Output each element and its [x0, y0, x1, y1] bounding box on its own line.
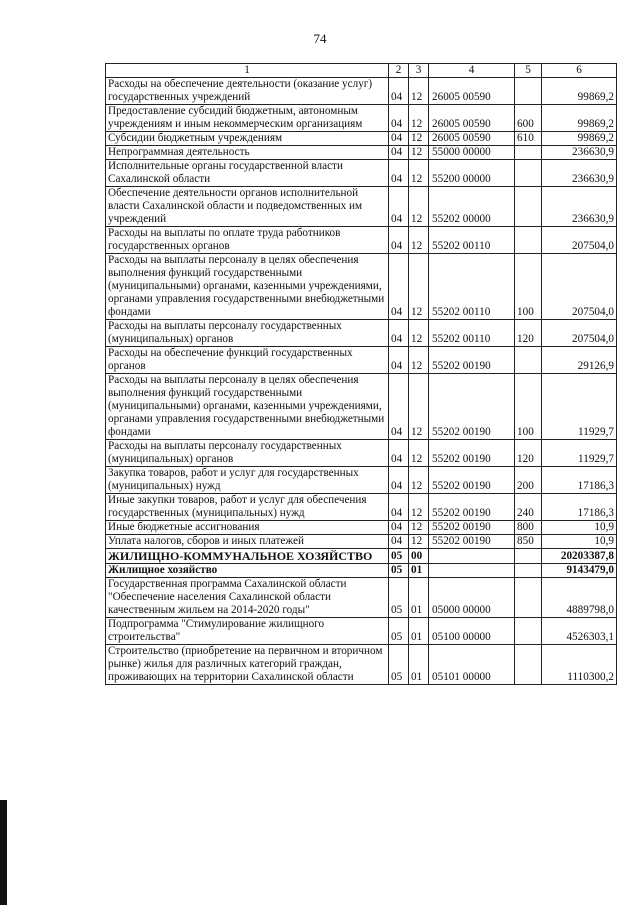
- row-amount: 20203387,8: [542, 549, 617, 564]
- table-row: [106, 105, 617, 132]
- row-target-code: 55202 00110: [429, 254, 515, 320]
- row-amount: 4889798,0: [542, 578, 617, 618]
- row-subsection: 12: [409, 347, 429, 374]
- row-name: Расходы на выплаты персоналу в целях обеспечения выполнения функций государственными (муниципальными) органами, казенными учреждениями, органами управления государственными внебюджетными фондами: [106, 254, 389, 320]
- row-expense-type: [515, 645, 542, 685]
- table-row: [106, 254, 617, 320]
- row-target-code: 55202 00190: [429, 347, 515, 374]
- table-row: [106, 132, 617, 146]
- row-expense-type: [515, 78, 542, 105]
- row-expense-type: 850: [515, 535, 542, 549]
- table-row: [106, 494, 617, 521]
- table-row: [106, 78, 617, 105]
- row-subsection: 12: [409, 320, 429, 347]
- row-name: Обеспечение деятельности органов исполнительной власти Сахалинской области и подведомственных им учреждений: [106, 187, 389, 227]
- row-amount: 207504,0: [542, 227, 617, 254]
- row-amount: 236630,9: [542, 146, 617, 160]
- table-row: [106, 347, 617, 374]
- row-name: Иные закупки товаров, работ и услуг для обеспечения государственных (муниципальных) нужд: [106, 494, 389, 521]
- row-section: 04: [389, 146, 409, 160]
- row-subsection: 12: [409, 227, 429, 254]
- row-section: 05: [389, 645, 409, 685]
- row-name: Уплата налогов, сборов и иных платежей: [106, 535, 389, 549]
- row-name: Расходы на обеспечение функций государственных органов: [106, 347, 389, 374]
- row-name: Предоставление субсидий бюджетным, автономным учреждениям и иным некоммерческим организациям: [106, 105, 389, 132]
- row-target-code: 05000 00000: [429, 578, 515, 618]
- row-subsection: 01: [409, 578, 429, 618]
- row-subsection: 12: [409, 160, 429, 187]
- row-amount: 11929,7: [542, 440, 617, 467]
- table-row: [106, 187, 617, 227]
- header-cell: 4: [429, 64, 515, 78]
- row-target-code: [429, 564, 515, 578]
- page-number: 74: [313, 31, 327, 46]
- row-expense-type: [515, 347, 542, 374]
- row-section: 04: [389, 494, 409, 521]
- row-target-code: 55000 00000: [429, 146, 515, 160]
- table-row: [106, 440, 617, 467]
- row-section: 04: [389, 105, 409, 132]
- row-amount: 17186,3: [542, 494, 617, 521]
- row-target-code: 05101 00000: [429, 645, 515, 685]
- row-amount: 10,9: [542, 535, 617, 549]
- row-subsection: 01: [409, 564, 429, 578]
- row-target-code: 55202 00190: [429, 440, 515, 467]
- row-section: 04: [389, 535, 409, 549]
- row-name: Субсидии бюджетным учреждениям: [106, 132, 389, 146]
- row-target-code: 26005 00590: [429, 105, 515, 132]
- row-target-code: 55202 00000: [429, 187, 515, 227]
- header-cell: 5: [515, 64, 542, 78]
- table-row: [106, 618, 617, 645]
- row-expense-type: [515, 160, 542, 187]
- row-expense-type: 120: [515, 440, 542, 467]
- row-name: Иные бюджетные ассигнования: [106, 521, 389, 535]
- table-row: [106, 578, 617, 618]
- row-subsection: 12: [409, 521, 429, 535]
- row-expense-type: [515, 618, 542, 645]
- row-section: 04: [389, 132, 409, 146]
- header-cell: 3: [409, 64, 429, 78]
- row-section: 04: [389, 440, 409, 467]
- table-row: [106, 320, 617, 347]
- row-expense-type: [515, 549, 542, 564]
- row-subsection: 12: [409, 374, 429, 440]
- row-target-code: 55202 00110: [429, 320, 515, 347]
- table-row: [106, 146, 617, 160]
- row-expense-type: [515, 578, 542, 618]
- row-section: 05: [389, 618, 409, 645]
- row-name: Строительство (приобретение на первичном и вторичном рынке) жилья для различных категорий граждан, проживающих на территории Сахалинской области: [106, 645, 389, 685]
- table-row: [106, 374, 617, 440]
- row-target-code: 55202 00190: [429, 521, 515, 535]
- row-subsection: 12: [409, 494, 429, 521]
- row-section: 05: [389, 564, 409, 578]
- row-name: Расходы на выплаты персоналу государственных (муниципальных) органов: [106, 440, 389, 467]
- row-amount: 99869,2: [542, 105, 617, 132]
- row-section: 05: [389, 549, 409, 564]
- row-expense-type: 100: [515, 374, 542, 440]
- row-subsection: 12: [409, 105, 429, 132]
- row-target-code: 26005 00590: [429, 78, 515, 105]
- row-expense-type: 240: [515, 494, 542, 521]
- row-amount: 29126,9: [542, 347, 617, 374]
- row-name: Жилищное хозяйство: [106, 564, 389, 578]
- row-target-code: 55202 00190: [429, 467, 515, 494]
- row-amount: 236630,9: [542, 160, 617, 187]
- table-header-row: [106, 64, 617, 78]
- row-expense-type: 100: [515, 254, 542, 320]
- header-cell: 6: [542, 64, 617, 78]
- row-expense-type: [515, 187, 542, 227]
- row-target-code: 55202 00190: [429, 535, 515, 549]
- row-expense-type: [515, 564, 542, 578]
- table-row: [106, 467, 617, 494]
- row-subsection: 12: [409, 78, 429, 105]
- header-cell: 2: [389, 64, 409, 78]
- row-expense-type: [515, 146, 542, 160]
- row-name: ЖИЛИЩНО-КОММУНАЛЬНОЕ ХОЗЯЙСТВО: [106, 549, 389, 564]
- row-section: 04: [389, 374, 409, 440]
- row-target-code: 55200 00000: [429, 160, 515, 187]
- row-name: Государственная программа Сахалинской области "Обеспечение населения Сахалинской области качественным жильем на 2014-2020 годы": [106, 578, 389, 618]
- row-amount: 9143479,0: [542, 564, 617, 578]
- row-subsection: 12: [409, 132, 429, 146]
- row-subsection: 12: [409, 467, 429, 494]
- table-row: [106, 564, 617, 578]
- row-target-code: 05100 00000: [429, 618, 515, 645]
- row-expense-type: 120: [515, 320, 542, 347]
- table-row: [106, 160, 617, 187]
- table-row: [106, 549, 617, 564]
- row-amount: 207504,0: [542, 254, 617, 320]
- row-name: Подпрограмма "Стимулирование жилищного строительства": [106, 618, 389, 645]
- row-target-code: 26005 00590: [429, 132, 515, 146]
- row-name: Расходы на выплаты персоналу государственных (муниципальных) органов: [106, 320, 389, 347]
- row-amount: 99869,2: [542, 78, 617, 105]
- budget-table: [105, 63, 617, 685]
- row-subsection: 12: [409, 146, 429, 160]
- row-name: Расходы на выплаты персоналу в целях обеспечения выполнения функций государственными (муниципальными) органами, казенными учреждениями, органами управления государственными внебюджетными фондами: [106, 374, 389, 440]
- row-amount: 99869,2: [542, 132, 617, 146]
- table-row: [106, 645, 617, 685]
- row-expense-type: 600: [515, 105, 542, 132]
- row-section: 04: [389, 254, 409, 320]
- row-name: Расходы на обеспечение деятельности (оказание услуг) государственных учреждений: [106, 78, 389, 105]
- row-expense-type: 200: [515, 467, 542, 494]
- scan-edge-mark: [0, 800, 7, 905]
- row-name: Расходы на выплаты по оплате труда работников государственных органов: [106, 227, 389, 254]
- table-row: [106, 227, 617, 254]
- row-section: 04: [389, 160, 409, 187]
- row-amount: 11929,7: [542, 374, 617, 440]
- row-section: 04: [389, 467, 409, 494]
- row-subsection: 12: [409, 535, 429, 549]
- row-amount: 236630,9: [542, 187, 617, 227]
- row-subsection: 01: [409, 618, 429, 645]
- row-amount: 4526303,1: [542, 618, 617, 645]
- row-section: 04: [389, 347, 409, 374]
- row-section: 04: [389, 227, 409, 254]
- row-subsection: 12: [409, 440, 429, 467]
- row-section: 05: [389, 578, 409, 618]
- row-section: 04: [389, 320, 409, 347]
- row-name: Непрограммная деятельность: [106, 146, 389, 160]
- row-subsection: 12: [409, 187, 429, 227]
- row-section: 04: [389, 78, 409, 105]
- table-row: [106, 535, 617, 549]
- row-subsection: 00: [409, 549, 429, 564]
- row-expense-type: 800: [515, 521, 542, 535]
- row-target-code: [429, 549, 515, 564]
- row-amount: 17186,3: [542, 467, 617, 494]
- row-target-code: 55202 00190: [429, 494, 515, 521]
- table-row: [106, 521, 617, 535]
- row-amount: 10,9: [542, 521, 617, 535]
- row-section: 04: [389, 187, 409, 227]
- row-subsection: 12: [409, 254, 429, 320]
- row-expense-type: 610: [515, 132, 542, 146]
- row-amount: 207504,0: [542, 320, 617, 347]
- row-name: Исполнительные органы государственной власти Сахалинской области: [106, 160, 389, 187]
- row-expense-type: [515, 227, 542, 254]
- row-subsection: 01: [409, 645, 429, 685]
- row-target-code: 55202 00110: [429, 227, 515, 254]
- row-section: 04: [389, 521, 409, 535]
- row-name: Закупка товаров, работ и услуг для государственных (муниципальных) нужд: [106, 467, 389, 494]
- header-cell: 1: [106, 64, 389, 78]
- row-target-code: 55202 00190: [429, 374, 515, 440]
- row-amount: 1110300,2: [542, 645, 617, 685]
